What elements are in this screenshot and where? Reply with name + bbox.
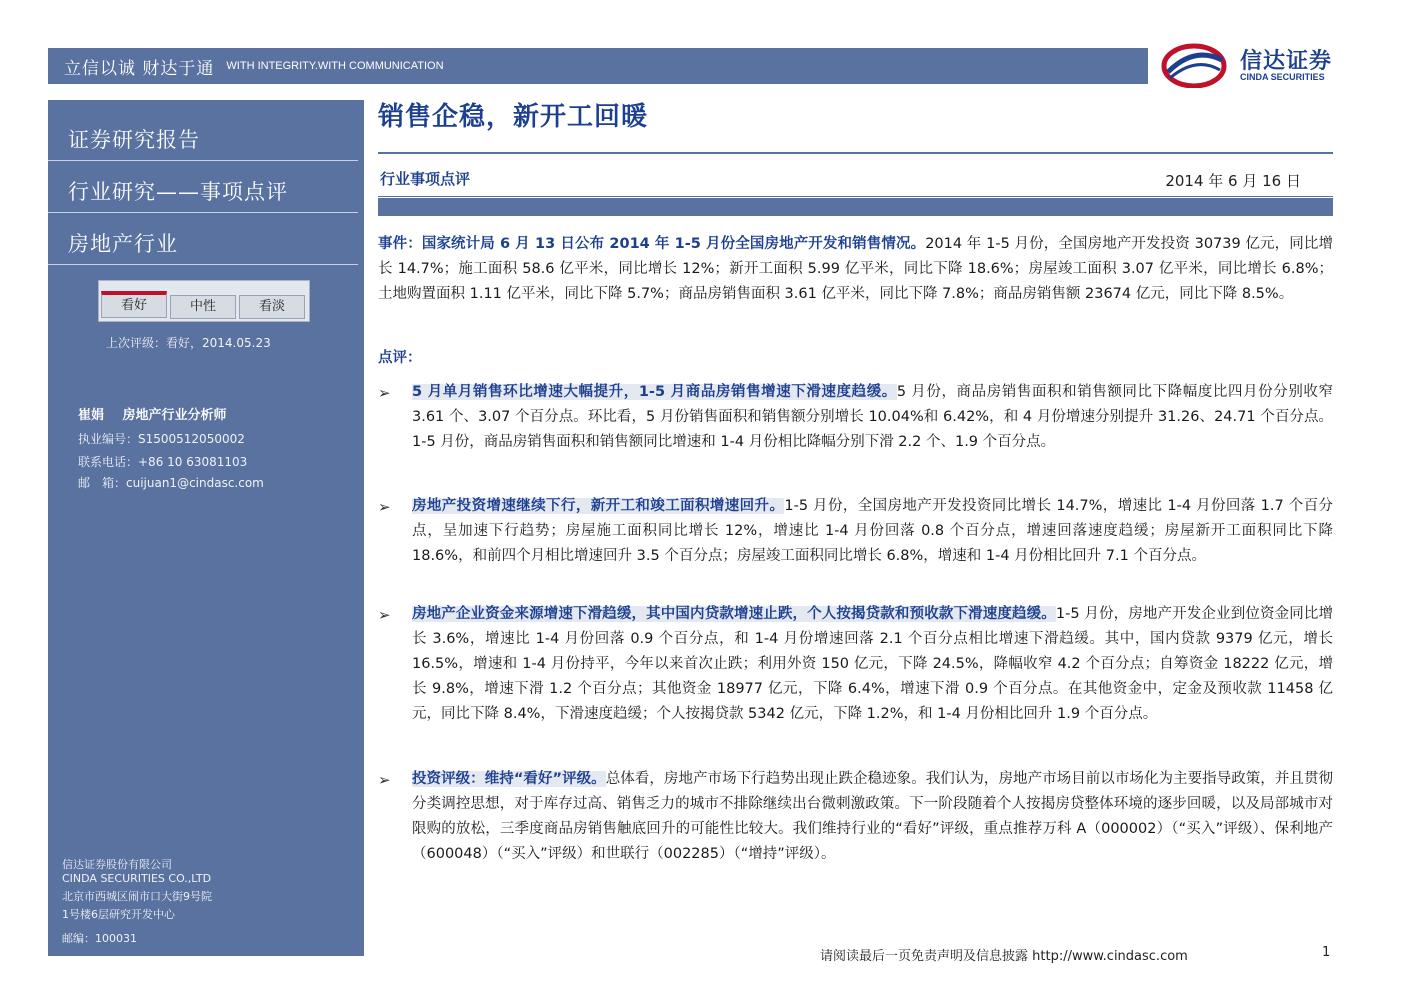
logo-swoosh-icon xyxy=(1160,42,1230,88)
point-2 xyxy=(412,494,1333,569)
rating-selector xyxy=(98,280,310,322)
point-2-text: 1-5 月份，全国房地产开发投资同比增长 14.7%，增速比 1-4 月份回落 1.7 个百分点，呈加速下行趋势；房屋施工面积同比增长 12%，增速比 1-4 月份回落 0.8 个百分点，增速回落速度趋缓；房屋新开工面积同比下降 18.6%，和前四个月相比增速回升 3.5 个百分点；房屋竣工面积同比增长 6.8%，增速和 1-4 月份相比回升 7.1 个百分点。 xyxy=(412,498,1333,564)
phone: 联系电话：+86 10 63081103 xyxy=(78,455,248,469)
top-banner xyxy=(48,48,1148,84)
bullet-icon: ➢ xyxy=(378,498,391,516)
rating-negative: 看淡 xyxy=(239,295,305,319)
last-rating: 上次评级：看好，2014.05.23 xyxy=(106,336,271,350)
title-rule xyxy=(378,152,1333,154)
event-text: 2014 年 1-5 月份，全国房地产开发投资 30739 亿元，同比增长 14.7%；施工面积 58.6 亿平米，同比增长 12%；新开工面积 5.99 亿平米，同比下降 18.6%；房屋竣工面积 3.07 亿平米，同比增长 6.8%；土地购置面积 1.11 亿平米，同比下降 5.7%；商品房销售面积 3.61 亿平米，同比下降 7.8%；商品房销售额 23674 亿元，同比下降 8.5%。 xyxy=(378,236,1333,302)
report-type: 证券研究报告 xyxy=(68,128,200,152)
point-4-lead: 投资评级：维持“看好”评级。 xyxy=(412,771,606,787)
report-date: 2014 年 6 月 16 日 xyxy=(1165,172,1301,190)
analyst-name: 崔娟 xyxy=(78,408,105,423)
subtitle-rule xyxy=(378,196,1333,197)
analyst-title: 房地产行业分析师 xyxy=(122,408,227,423)
address-line-1: 北京市西城区闹市口大街9号院 xyxy=(62,890,212,903)
bullet-icon: ➢ xyxy=(378,771,391,789)
license-number: 执业编号：S1500512050002 xyxy=(78,432,245,446)
event-label: 事件：国家统计局 6 月 13 日公布 2014 年 1-5 月份全国房地产开发和销售情况。 xyxy=(378,236,926,252)
report-category: 行业研究——事项点评 xyxy=(68,180,288,204)
rating-positive: 看好 xyxy=(101,291,167,318)
divider xyxy=(48,160,358,161)
rating-neutral: 中性 xyxy=(170,295,236,319)
company-name-cn: 信达证券股份有限公司 xyxy=(62,858,172,871)
point-3 xyxy=(412,602,1333,727)
logo-text-cn: 信达证券 xyxy=(1240,49,1333,74)
comment-label: 点评： xyxy=(378,350,422,366)
footer-disclaimer[interactable]: 请阅读最后一页免责声明及信息披露 http://www.cindasc.com xyxy=(820,949,1188,964)
address-line-2: 1号楼6层研究开发中心 xyxy=(62,908,175,921)
event-paragraph xyxy=(378,232,1333,307)
analyst xyxy=(78,404,227,423)
point-3-text: 1-5 月份，房地产开发企业到位资金同比增长 3.6%，增速比 1-4 月份回落 0.9 个百分点，和 1-4 月份增速回落 2.1 个百分点相比增速下滑趋缓。其中，国内贷款 9379 亿元，增长 16.5%，增速和 1-4 月份持平，今年以来首次止跌；利用外资 150 亿元，下降 24.5%，降幅收窄 4.2 个百分点；自筹资金 18222 亿元，增长 9.8%，增速下滑 1.2 个百分点；其他资金 18977 亿元，下降 6.4%，增速下滑 0.9 个百分点。在其他资金中，定金及预收款 11458 亿元，同比下降 8.4%，下滑速度趋缓；个人按揭贷款 5342 亿元，下降 1.2%，和 1-4 月份相比回升 1.9 个百分点。 xyxy=(412,606,1333,722)
bullet-icon: ➢ xyxy=(378,606,391,624)
industry-name: 房地产行业 xyxy=(68,232,178,256)
page-title: 销售企稳，新开工回暖 xyxy=(378,102,649,132)
sidebar xyxy=(48,100,364,956)
bullet-icon: ➢ xyxy=(378,384,391,402)
report-subtitle: 行业事项点评 xyxy=(380,170,471,188)
page-number: 1 xyxy=(1322,945,1331,960)
accent-bar xyxy=(378,198,1333,216)
point-2-lead: 房地产投资增速继续下行，新开工和竣工面积增速回升。 xyxy=(412,498,785,514)
postcode: 邮编：100031 xyxy=(62,932,137,945)
email[interactable]: 邮 箱：cuijuan1@cindasc.com xyxy=(78,476,264,490)
slogan-en: WITH INTEGRITY.WITH COMMUNICATION xyxy=(226,60,444,72)
point-1 xyxy=(412,380,1333,455)
point-4-text: 总体看，房地产市场下行趋势出现止跌企稳迹象。我们认为，房地产市场目前以市场化为主要指导政策，并且贯彻分类调控思想，对于库存过高、销售乏力的城市不排除继续出台微刺激政策。下一阶段随着个人按揭房贷整体环境的逐步回暖，以及局部城市对限购的放松，三季度商品房销售触底回升的可能性比较大。我们维持行业的“看好”评级，重点推荐万科 A（000002）（“买入”评级）、保利地产（600048）（“买入”评级）和世联行（002285）（“增持”评级）。 xyxy=(412,771,1333,862)
company-name-en: CINDA SECURITIES CO.,LTD xyxy=(62,872,212,885)
slogan-cn: 立信以诚 财达于通 xyxy=(64,58,215,79)
point-1-lead: 5 月单月销售环比增速大幅提升，1-5 月商品房销售增速下滑速度趋缓。 xyxy=(412,384,897,400)
divider xyxy=(48,212,358,213)
divider xyxy=(48,264,358,265)
company-logo xyxy=(1160,42,1360,88)
point-1-text: 5 月份，商品房销售面积和销售额同比下降幅度比四月份分别收窄 3.61 个、3.07 个百分点。环比看，5 月份销售面积和销售额分别增长 10.04%和 6.42%，和 4 月份增速分别提升 31.26、24.71 个百分点。1-5 月份，商品房销售面积和销售额同比增速和 1-4 月份相比降幅分别下滑 2.2 个、1.9 个百分点。 xyxy=(412,384,1333,450)
point-4 xyxy=(412,767,1333,867)
point-3-lead: 房地产企业资金来源增速下滑趋缓，其中国内贷款增速止跌，个人按揭贷款和预收款下滑速度趋缓。 xyxy=(412,606,1056,622)
logo-text-en: CINDA SECURITIES xyxy=(1240,72,1325,82)
